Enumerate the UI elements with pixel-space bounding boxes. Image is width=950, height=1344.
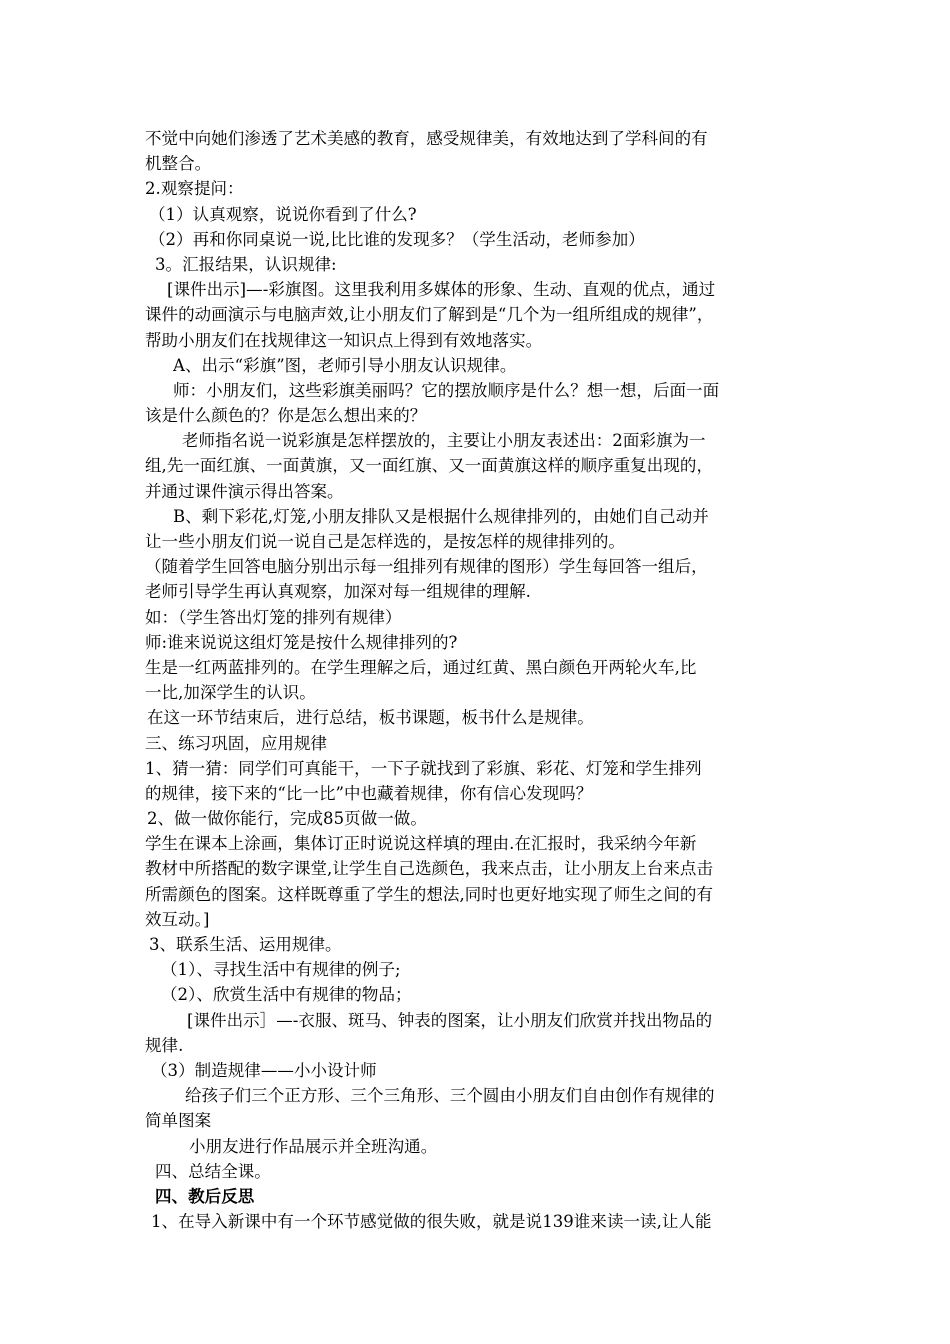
- text-line: 的规律，接下来的“比一比”中也藏着规律，你有信心发现吗？: [145, 783, 593, 803]
- text-line: 学生在课本上涂画，集体订正时说说这样填的理由.在汇报时，我采纳今年新: [145, 834, 697, 854]
- text-line: 效互动。]: [145, 909, 210, 929]
- text-line: （1）、寻找生活中有规律的例子;: [161, 960, 401, 980]
- text-line: 生是一红两蓝排列的。在学生理解之后，通过红黄、黑白颜色开两轮火车,比: [145, 657, 697, 677]
- text-line: 所需颜色的图案。这样既尊重了学生的想法,同时也更好地实现了师生之间的有: [145, 884, 713, 904]
- text-line: 2、做一做你能行，完成85页做一做。: [147, 809, 427, 829]
- text-line: 3、联系生活、运用规律。: [149, 935, 342, 954]
- text-line: （2）再和你同桌说一说,比比谁的发现多？（学生活动，老师参加）: [149, 229, 645, 249]
- text-line: 教材中所搭配的数字课堂,让学生自己选颜色，我来点击，让小朋友上台来点击: [145, 859, 713, 879]
- text-line: 该是什么颜色的？你是怎么想出来的？: [145, 406, 427, 426]
- text-line: 1、猜一猜：同学们可真能干，一下子就找到了彩旗、彩花、灯笼和学生排列: [145, 758, 702, 778]
- text-line: （随着学生回答电脑分别出示每一组排列有规律的图形）学生每回答一组后，: [145, 557, 708, 577]
- text-line: 3。汇报结果，认识规律:: [155, 254, 337, 274]
- text-line: 简单图案: [145, 1111, 212, 1131]
- text-line: 不觉中向她们渗透了艺术美感的教育，感受规律美，有效地达到了学科间的有: [145, 129, 708, 148]
- text-line: 一比,加深学生的认识。: [145, 683, 316, 703]
- text-line: 组,先一面红旗、一面黄旗，又一面红旗、又一面黄旗这样的顺序重复出现的，: [145, 456, 713, 476]
- text-line: 2.观察提问：: [145, 179, 244, 199]
- text-line: 老师指名说一说彩旗是怎样摆放的，主要让小朋友表述出：2面彩旗为一: [182, 431, 706, 451]
- text-line: [课件出示]—-彩旗图。这里我利用多媒体的形象、生动、直观的优点，通过: [167, 280, 716, 300]
- text-line: 在这一环节结束后，进行总结，板书课题，板书什么是规律。: [147, 708, 594, 728]
- text-line: 并通过课件演示得出答案。: [145, 481, 344, 501]
- text-line: （1）认真观察，说说你看到了什么?: [149, 204, 417, 224]
- text-line: 师:谁来说说这组灯笼是按什么规律排列的?: [145, 632, 458, 652]
- text-line: 规律.: [145, 1035, 184, 1055]
- text-line: 师：小朋友们，这些彩旗美丽吗？它的摆放顺序是什么？想一想，后面一面: [173, 380, 720, 400]
- text-line: [课件出示］—-衣服、斑马、钟表的图案，让小朋友们欣赏并找出物品的: [187, 1010, 713, 1030]
- text-line: 让一些小朋友们说一说自己是怎样选的，是按怎样的规律排列的。: [145, 532, 625, 551]
- text-line: 如：（学生答出灯笼的排列有规律）: [145, 607, 402, 627]
- text-line: 给孩子们三个正方形、三个三角形、三个圆由小朋友们自由创作有规律的: [185, 1086, 715, 1106]
- text-line: 1、在导入新课中有一个环节感觉做的很失败，就是说139谁来读一读,让人能: [151, 1212, 712, 1232]
- text-line: 老师引导学生再认真观察，加深对每一组规律的理解.: [145, 582, 531, 602]
- text-line: B、剩下彩花,灯笼,小朋友排队又是根据什么规律排列的，由她们自己动并: [173, 506, 709, 526]
- text-line: 四、教后反思: [155, 1186, 255, 1206]
- text-line: （2）、欣赏生活中有规律的物品；: [161, 985, 412, 1005]
- text-line: 帮助小朋友们在找规律这一知识点上得到有效地落实。: [145, 330, 543, 350]
- text-line: 三、练习巩固，应用规律: [145, 733, 328, 753]
- text-line: A、出示“彩旗”图，老师引导小朋友认识规律。: [173, 355, 517, 375]
- text-line: 四、总结全课。: [155, 1161, 271, 1181]
- text-line: 机整合。: [145, 154, 212, 174]
- document-body: [145, 126, 810, 1234]
- text-line: 小朋友进行作品展示并全班沟通。: [189, 1136, 438, 1156]
- text-line: （3）制造规律——小小设计师: [151, 1060, 377, 1080]
- text-line: 课件的动画演示与电脑声效,让小朋友们了解到是“几个为一组所组成的规律”，: [145, 305, 714, 325]
